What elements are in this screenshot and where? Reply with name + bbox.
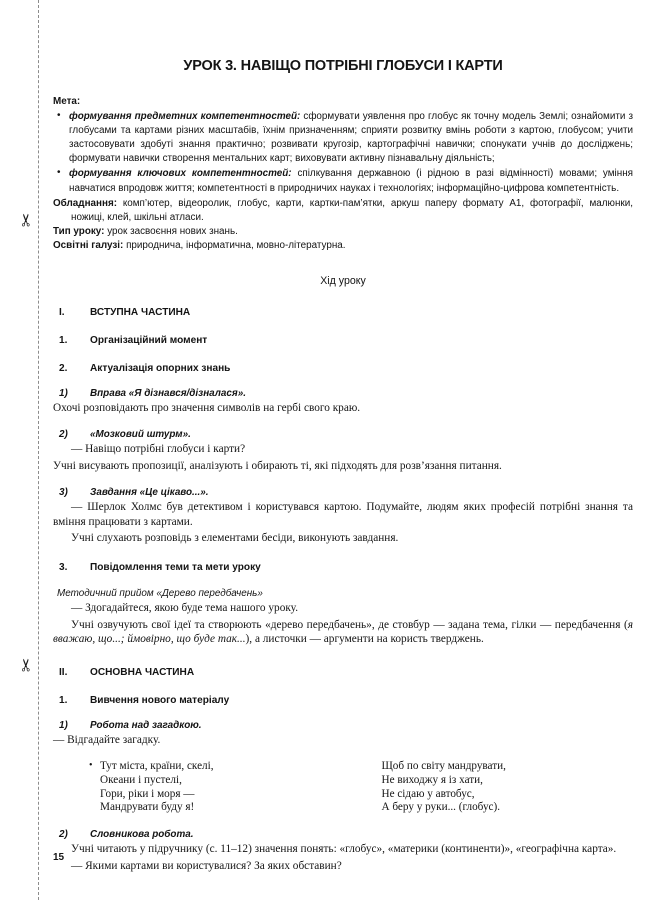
- section-number: 2.: [59, 363, 68, 375]
- riddle-line: Мандрувати буду я!: [100, 801, 195, 814]
- paragraph-part-2: ), а листочки — аргументи на користь тверджень.: [245, 633, 484, 646]
- riddle-line: Щоб по світу мандрувати,: [381, 760, 506, 773]
- section-number: I.: [59, 307, 65, 319]
- scissors-icon: ✂: [17, 657, 37, 673]
- riddle-line: Гори, ріки і моря —: [100, 787, 195, 800]
- subsection-number: 2): [59, 829, 68, 841]
- subsection-label: Словникова робота.: [90, 829, 194, 841]
- question-paragraph: — Навіщо потрібні глобуси і карти?: [71, 443, 246, 456]
- aim-text: спілкування державною (і рідною в разі відмінності) мовами; уміння навчатися впродовж життя; компетентності в природничих науках і технологіях; інформаційно-цифрова компетентність.: [69, 168, 633, 194]
- question-paragraph: — Шерлок Холмс був детективом і користувався картою. Подумайте, людям яких професій потрібні знання та вміння працювати з картами.: [53, 501, 633, 528]
- aim-lead-label: формування ключових компетентностей:: [69, 168, 292, 180]
- riddle-line: А беру у руки... (глобус).: [381, 801, 501, 814]
- riddle-column-left: [53, 760, 352, 815]
- section-label: ОСНОВНА ЧАСТИНА: [90, 666, 195, 678]
- section-heading-item-1: [53, 335, 633, 346]
- lesson-type-line: [53, 225, 633, 239]
- riddle-column-right: [352, 760, 634, 815]
- riddle-line: • Тут міста, країни, скелі,: [100, 760, 214, 773]
- list-item: [53, 167, 633, 195]
- subsection-heading-5: [53, 829, 633, 840]
- section-label: Повідомлення теми та мети уроку: [90, 562, 261, 574]
- paragraph: Охочі розповідають про значення символів на гербі свого краю.: [53, 402, 361, 415]
- equipment-text: комп’ютер, відеоролик, глобус, карти, картки-пам’ятки, аркуш паперу формату А1, фотографії, малюнки, ножиці, клей, шкільні атласи.: [71, 197, 633, 223]
- paragraph-part-1: Учні озвучують свої ідеї та створюють «дерево передбачень», де стовбур — задана тема, гілки — передбачення (: [71, 618, 628, 631]
- riddle-line: Не виходжу я із хати,: [381, 773, 483, 786]
- course-title: Хід уроку: [320, 275, 366, 288]
- section-label: Вивчення нового матеріалу: [90, 694, 230, 706]
- riddle-line: Океани і пустелі,: [100, 773, 182, 786]
- subsection-number: 2): [59, 429, 68, 441]
- subsection-number: 1): [59, 719, 68, 731]
- section-label: Актуалізація опорних знань: [90, 363, 231, 375]
- page-number: 15: [53, 852, 65, 863]
- section-label: ВСТУПНА ЧАСТИНА: [90, 307, 191, 319]
- section-number: 1.: [59, 335, 68, 347]
- aim-text: сформувати уявлення про глобус як точну модель Землі; ознайомити з глобусами та картами різних масштабів, їхнім призначенням; сприяти розвитку вмінь роботи з картою, глобусом; учити застосовувати здобуті знання практично; розвивати кругозір, картографічні навички; спонукати учнів до досліджень; формувати навички створення ментальних карт; виховувати активну пізнавальну діяльність;: [69, 111, 634, 165]
- subsection-heading-3: [53, 487, 633, 498]
- subsection-heading-4: [53, 720, 633, 731]
- paragraph: Учні висувають пропозиції, аналізують і обирають ті, які підходять для розв’язання питання.: [53, 459, 502, 472]
- aims-list: [53, 110, 633, 196]
- subsection-heading-1: [53, 388, 633, 399]
- method-line: Методичний прийом «Дерево передбачень»: [57, 588, 263, 600]
- riddle-line: Не сідаю у автобус,: [381, 787, 475, 800]
- subsection-number: 3): [59, 487, 68, 499]
- section-heading-item-2: [53, 363, 633, 374]
- cut-dashed-line: [38, 0, 39, 900]
- paragraph-italic-part: я вважаю, що...; ймовірно, що буде так...: [53, 618, 633, 646]
- meta-heading: Мета:: [53, 96, 81, 107]
- list-item: [53, 110, 633, 166]
- lesson-meta-block: [53, 95, 633, 253]
- subsection-number: 1): [59, 388, 68, 400]
- section-number: II.: [59, 666, 68, 678]
- question-paragraph: — Відгадайте загадку.: [53, 733, 161, 746]
- subsection-label: Вправа «Я дізнався/дізналася».: [90, 388, 246, 400]
- aim-lead-label: формування предметних компетентностей:: [69, 111, 301, 123]
- subsection-label: «Мозковий штурм».: [90, 429, 191, 441]
- paragraph: [53, 618, 633, 647]
- branches-text: природнича, інформатична, мовно-літературна.: [123, 239, 346, 251]
- branches-line: [53, 239, 633, 253]
- question-paragraph: — Здогадайтеся, якою буде тема нашого уроку.: [71, 602, 299, 615]
- paragraph: Учні читають у підручнику (с. 11–12) значення понять: «глобус», «материки (континенти)», «географічна карта».: [71, 843, 617, 856]
- subsection-label: Завдання «Це цікаво...».: [90, 487, 209, 499]
- section-label: Організаційний момент: [90, 335, 208, 347]
- section-heading-item-3: [53, 562, 633, 573]
- lesson-type-text: урок засвоєння нових знань.: [104, 225, 238, 237]
- equipment-label: Обладнання:: [53, 197, 118, 209]
- equipment-line: [53, 197, 633, 225]
- page-content: [53, 0, 633, 900]
- section-number: 3.: [59, 562, 68, 574]
- page-title: УРОК 3. НАВІЩО ПОТРІБНІ ГЛОБУСИ І КАРТИ: [183, 58, 503, 74]
- section-heading-part-2: [53, 667, 633, 678]
- section-heading-part-1: [53, 307, 633, 318]
- subsection-label: Робота над загадкою.: [90, 719, 202, 731]
- branches-label: Освітні галузі:: [53, 239, 124, 251]
- section-number: 1.: [59, 694, 68, 706]
- question-paragraph: — Якими картами ви користувалися? За яких обставин?: [71, 859, 342, 872]
- subsection-heading-2: [53, 429, 633, 440]
- riddle-block: [53, 760, 633, 815]
- section-heading-item-4: [53, 695, 633, 706]
- paragraph: Учні слухають розповідь з елементами бесіди, виконують завдання.: [71, 532, 399, 545]
- scissors-icon: ✂: [17, 212, 37, 228]
- lesson-type-label: Тип уроку:: [53, 225, 105, 237]
